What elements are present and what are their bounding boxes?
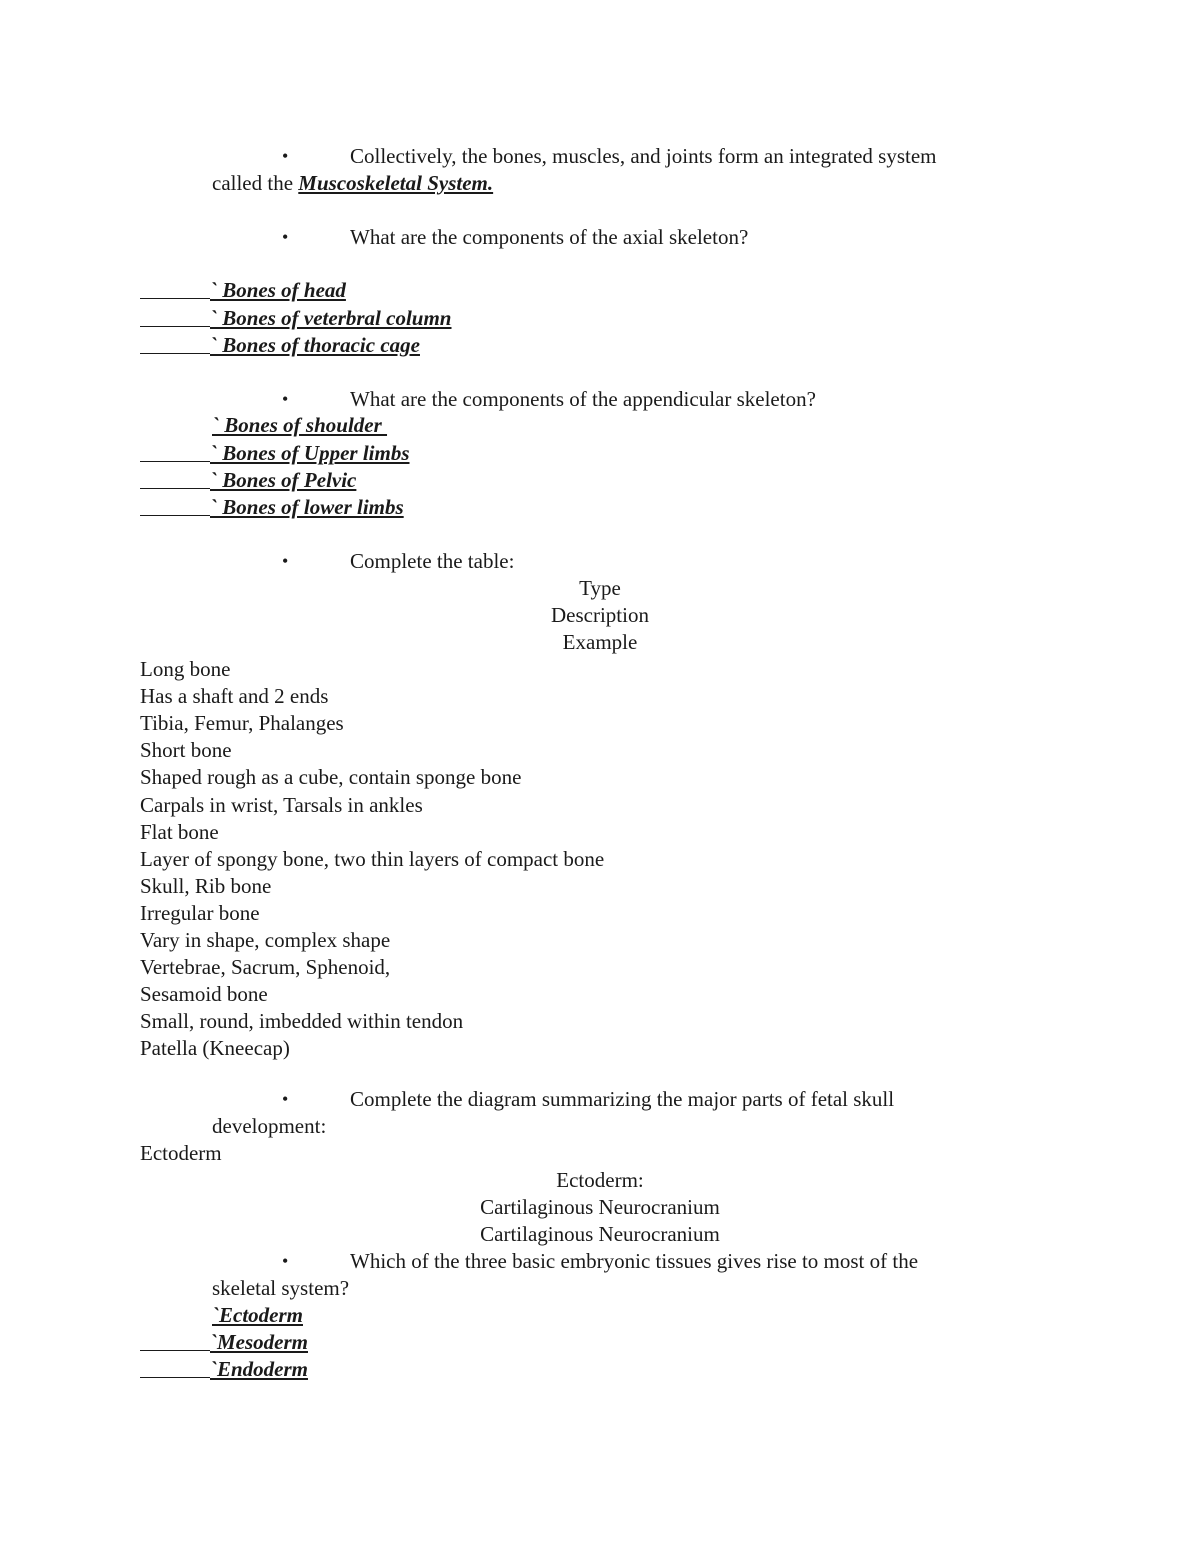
table-cell-example: Patella (Kneecap) — [140, 1036, 290, 1060]
q3-answer: ` Bones of Pelvic — [210, 468, 357, 492]
bullet: • — [282, 389, 289, 409]
q6-answer-row — [140, 1329, 308, 1356]
q2-answer: ` Bones of head — [210, 278, 346, 302]
answer-blank-line — [140, 333, 210, 354]
q6-line1: Which of the three basic embryonic tissues gives rise to most of the — [350, 1249, 919, 1273]
table-cell-description: Vary in shape, complex shape — [140, 928, 391, 952]
table-cell-type: Irregular bone — [140, 901, 260, 925]
q6-answer: `Mesoderm — [210, 1330, 308, 1354]
table-cell-type: Flat bone — [140, 820, 219, 844]
q3-answer: ` Bones of Upper limbs — [210, 441, 410, 465]
q4-question: Complete the table: — [350, 549, 515, 573]
q3-answer: ` Bones of shoulder — [212, 413, 388, 437]
table-cell-example: Vertebrae, Sacrum, Sphenoid, — [140, 955, 391, 979]
q1-answer: Muscoskeletal System. — [298, 171, 494, 195]
q2-answer: ` Bones of veterbral column — [210, 306, 452, 330]
table-cell-example: Tibia, Femur, Phalanges — [140, 711, 344, 735]
table-cell-description: Has a shaft and 2 ends — [140, 684, 329, 708]
bullet: • — [282, 1089, 289, 1109]
diagram-center-label: Ectoderm: — [556, 1168, 644, 1192]
q3-answer-row — [212, 412, 387, 439]
table-cell-description: Small, round, imbedded within tendon — [140, 1009, 464, 1033]
bullet: • — [282, 1251, 289, 1271]
answer-blank-line — [140, 278, 210, 299]
diagram-center-label: Cartilaginous Neurocranium — [480, 1222, 720, 1246]
q2-answer-row — [140, 305, 452, 332]
q6-answer-row — [140, 1356, 308, 1383]
table-cell-description: Layer of spongy bone, two thin layers of compact bone — [140, 847, 605, 871]
table-cell-type: Sesamoid bone — [140, 982, 268, 1006]
q1-line1: Collectively, the bones, muscles, and joints form an integrated system — [350, 144, 937, 168]
q1-line2-prefix: called the — [212, 171, 299, 195]
q2-answer: ` Bones of thoracic cage — [210, 333, 420, 357]
q2-question: What are the components of the axial skeleton? — [350, 225, 749, 249]
table-cell-example: Carpals in wrist, Tarsals in ankles — [140, 793, 423, 817]
bullet: • — [282, 146, 289, 166]
table-header-example: Example — [562, 630, 638, 654]
q3-answer-row — [140, 440, 410, 467]
q2-answer-row — [140, 277, 346, 304]
diagram-left-label: Ectoderm — [140, 1141, 222, 1165]
table-cell-type: Short bone — [140, 738, 232, 762]
q5-line1: Complete the diagram summarizing the major parts of fetal skull — [350, 1087, 895, 1111]
q6-answer-row — [212, 1302, 303, 1329]
q6-line2: skeletal system? — [212, 1276, 350, 1300]
table-header-description: Description — [551, 603, 649, 627]
q3-answer-row — [140, 494, 404, 521]
answer-blank-line — [140, 495, 210, 516]
q3-answer: ` Bones of lower limbs — [210, 495, 404, 519]
diagram-center-label: Cartilaginous Neurocranium — [480, 1195, 720, 1219]
q1-line2 — [212, 170, 493, 197]
bullet: • — [282, 551, 289, 571]
q6-answer: `Ectoderm — [212, 1303, 303, 1327]
q3-answer-row — [140, 467, 356, 494]
table-cell-example: Skull, Rib bone — [140, 874, 272, 898]
q5-line2: development: — [212, 1114, 327, 1138]
table-cell-type: Long bone — [140, 657, 231, 681]
answer-blank-line — [140, 306, 210, 327]
bullet: • — [282, 227, 289, 247]
q3-question: What are the components of the appendicular skeleton? — [350, 387, 816, 411]
answer-blank-line — [140, 441, 210, 462]
q6-answer: `Endoderm — [210, 1357, 309, 1381]
answer-blank-line — [140, 1330, 210, 1351]
answer-blank-line — [140, 468, 210, 489]
answer-blank-line — [140, 1357, 210, 1378]
table-header-type: Type — [579, 576, 621, 600]
table-cell-description: Shaped rough as a cube, contain sponge bone — [140, 765, 522, 789]
q2-answer-row — [140, 332, 420, 359]
